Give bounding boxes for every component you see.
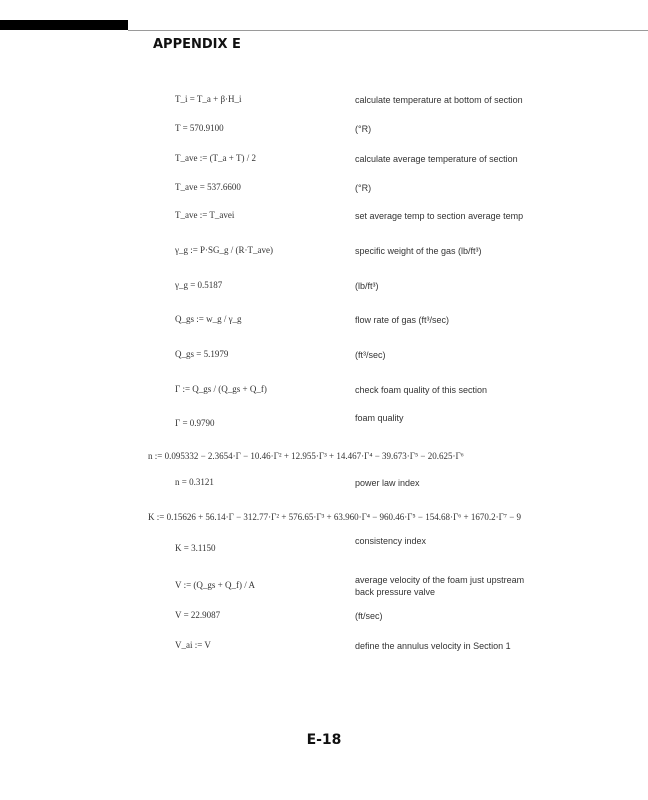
equation-gas-flow-rate-value: Q_gs = 5.1979 (175, 349, 229, 359)
comment-foam-velocity-line2: back pressure valve (355, 587, 436, 597)
comment-consistency-index: consistency index (355, 536, 427, 546)
comment-foam-quality-check: check foam quality of this section (355, 385, 488, 395)
comment-foam-velocity-line1: average velocity of the foam just upstream (355, 575, 525, 585)
comment-annulus-velocity: define the annulus velocity in Section 1 (355, 641, 511, 651)
equation-foam-velocity: V := (Q_gs + Q_f) / A (175, 580, 255, 590)
equation-foam-quality: Γ := Q_gs / (Q_gs + Q_f) (175, 384, 267, 394)
equation-average-temperature: T_ave := (T_a + T) / 2 (175, 153, 256, 163)
comment-gas-specific-weight: specific weight of the gas (lb/ft³) (355, 246, 482, 256)
equation-gas-specific-weight: γ_g := P·SG_g / (R·T_ave) (175, 245, 274, 255)
comment-gas-flow-rate: flow rate of gas (ft³/sec) (355, 315, 450, 325)
equation-set-average-temperature: T_ave := T_avei (175, 210, 235, 220)
comment-temperature-units: (°R) (355, 124, 372, 134)
page-title: APPENDIX E (153, 37, 241, 52)
comment-gas-specific-weight-units: (lb/ft³) (355, 281, 379, 291)
equation-foam-velocity-value: V = 22.9087 (175, 610, 221, 620)
equation-gas-flow-rate: Q_gs := w_g / γ_g (175, 314, 242, 324)
equation-temperature-value: T = 570.9100 (175, 123, 224, 133)
equation-power-law-index-value: n = 0.3121 (175, 477, 214, 487)
comment-temperature-bottom: calculate temperature at bottom of section (355, 95, 523, 105)
equation-annulus-velocity: V_ai := V (175, 640, 211, 650)
equation-gas-specific-weight-value: γ_g = 0.5187 (175, 280, 223, 290)
comment-average-temperature: calculate average temperature of section (355, 154, 518, 164)
equation-power-law-index: n := 0.095332 − 2.3654·Γ − 10.46·Γ² + 12.955·Γ³ + 14.467·Γ⁴ − 39.673·Γ⁵ − 20.625·Γ⁶ (148, 451, 464, 461)
equation-consistency-index-value: K = 3.1150 (175, 543, 216, 553)
header-rule (128, 30, 648, 31)
equation-consistency-index: K := 0.15626 + 56.14·Γ − 312.77·Γ² + 576.65·Γ³ + 63.960·Γ⁴ − 960.46·Γ⁵ − 154.68·Γ⁶ + 1670.2·Γ⁷ − 9 (148, 512, 522, 522)
page-number: E-18 (306, 732, 342, 748)
comment-foam-velocity-units: (ft/sec) (355, 611, 383, 621)
comment-average-temperature-units: (°R) (355, 183, 372, 193)
comment-foam-quality: foam quality (355, 413, 404, 423)
equation-average-temperature-value: T_ave = 537.6600 (175, 182, 241, 192)
comment-power-law-index: power law index (355, 478, 420, 488)
comment-gas-flow-rate-units: (ft³/sec) (355, 350, 386, 360)
equation-foam-quality-value: Γ = 0.9790 (175, 418, 215, 428)
equation-temperature-bottom: T_i = T_a + β·H_i (175, 94, 242, 104)
comment-set-average-temperature: set average temp to section average temp (355, 211, 524, 221)
header-bar (0, 20, 128, 30)
